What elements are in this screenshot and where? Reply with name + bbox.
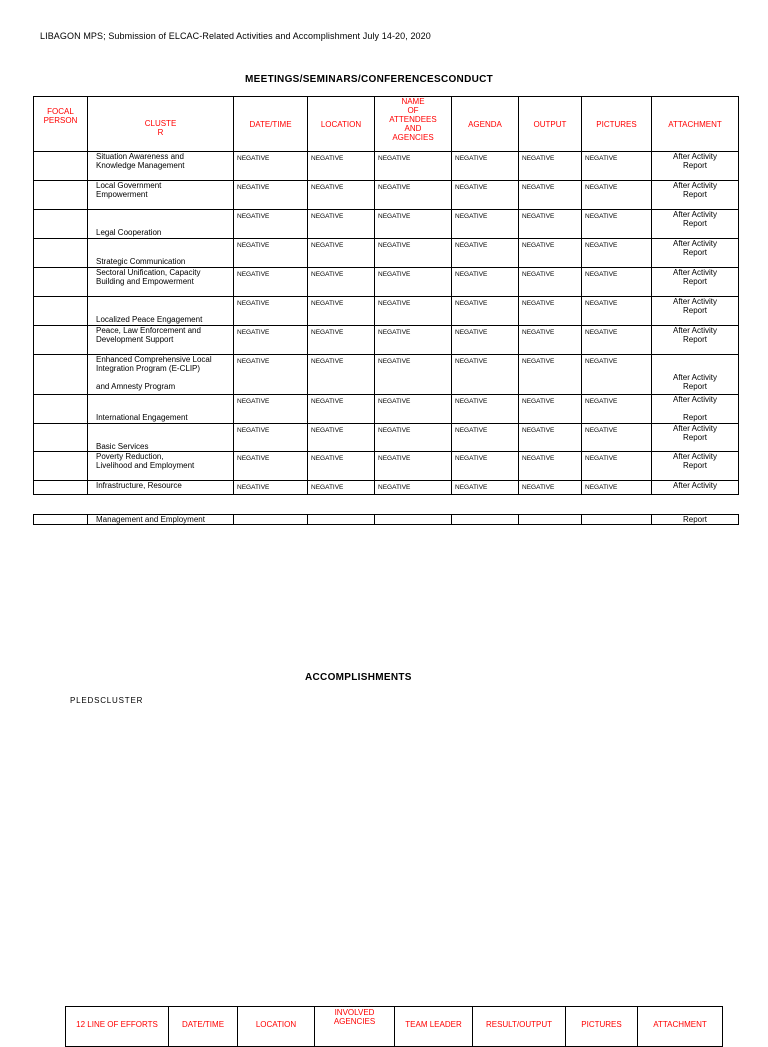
focal-person-cell — [34, 181, 88, 210]
status-cell: NEGATIVE — [375, 268, 452, 297]
status-cell: NEGATIVE — [308, 424, 375, 452]
status-cell: NEGATIVE — [234, 152, 308, 181]
status-cell: NEGATIVE — [519, 268, 582, 297]
status-cell: NEGATIVE — [582, 181, 652, 210]
cluster-cell: Infrastructure, Resource — [88, 481, 234, 495]
status-cell: NEGATIVE — [582, 452, 652, 481]
attachment-cell: After Activity Report — [652, 268, 739, 297]
accomplishments-table — [65, 1006, 723, 1047]
status-cell: NEGATIVE — [582, 326, 652, 355]
status-cell: NEGATIVE — [234, 181, 308, 210]
status-cell: NEGATIVE — [452, 452, 519, 481]
cluster-cell: Enhanced Comprehensive Local Integration Program (E-CLIP) and Amnesty Program — [88, 355, 234, 395]
status-cell: NEGATIVE — [375, 210, 452, 239]
table-row — [34, 239, 739, 268]
attachment-cell: After Activity — [652, 481, 739, 495]
status-cell: NEGATIVE — [452, 424, 519, 452]
status-cell: NEGATIVE — [582, 152, 652, 181]
attachment-cell: After Activity Report — [652, 297, 739, 326]
attachment-cell: After Activity Report — [652, 395, 739, 424]
cluster-cell: International Engagement — [88, 395, 234, 424]
attachment-cell: After Activity Report — [652, 355, 739, 395]
document-header: LIBAGON MPS; Submission of ELCAC-Related Activities and Accomplishment July 14-20, 2020 — [40, 31, 431, 41]
header-pictures: PICTURES — [582, 97, 652, 152]
cluster-cell: Legal Cooperation — [88, 210, 234, 239]
status-cell: NEGATIVE — [234, 481, 308, 495]
table-row — [34, 268, 739, 297]
status-cell: NEGATIVE — [582, 297, 652, 326]
status-cell: NEGATIVE — [234, 268, 308, 297]
status-cell: NEGATIVE — [452, 152, 519, 181]
status-cell: NEGATIVE — [308, 181, 375, 210]
table-row — [34, 210, 739, 239]
header-attendees: NAME OF ATTENDEES AND AGENCIES — [375, 97, 452, 152]
attachment-cell: After Activity Report — [652, 239, 739, 268]
status-cell: NEGATIVE — [519, 210, 582, 239]
attachment-cell: After Activity Report — [652, 181, 739, 210]
header-location: LOCATION — [308, 97, 375, 152]
status-cell: NEGATIVE — [308, 268, 375, 297]
status-cell: NEGATIVE — [234, 355, 308, 395]
status-cell: NEGATIVE — [519, 424, 582, 452]
accomplishments-header-cell: INVOLVED AGENCIES — [315, 1007, 395, 1047]
status-cell: NEGATIVE — [375, 355, 452, 395]
status-cell: NEGATIVE — [308, 395, 375, 424]
table-row — [34, 152, 739, 181]
focal-person-cell — [34, 297, 88, 326]
continuation-empty-cell — [234, 515, 308, 525]
status-cell: NEGATIVE — [375, 152, 452, 181]
status-cell: NEGATIVE — [452, 326, 519, 355]
status-cell: NEGATIVE — [452, 481, 519, 495]
accomplishments-title: ACCOMPLISHMENTS — [305, 672, 412, 683]
status-cell: NEGATIVE — [375, 181, 452, 210]
status-cell: NEGATIVE — [582, 268, 652, 297]
accomplishments-header-cell: RESULT/OUTPUT — [473, 1007, 566, 1047]
continuation-empty-cell — [308, 515, 375, 525]
accomplishments-header-cell: 12 LINE OF EFFORTS — [66, 1007, 169, 1047]
continuation-empty-cell — [582, 515, 652, 525]
status-cell: NEGATIVE — [234, 239, 308, 268]
attachment-cell: After Activity Report — [652, 152, 739, 181]
header-datetime: DATE/TIME — [234, 97, 308, 152]
status-cell: NEGATIVE — [519, 239, 582, 268]
attachment-cell: After Activity Report — [652, 210, 739, 239]
focal-person-cell — [34, 424, 88, 452]
meetings-title: MEETINGS/SEMINARS/CONFERENCESCONDUCT — [245, 74, 494, 85]
status-cell: NEGATIVE — [308, 452, 375, 481]
continuation-cluster: Management and Employment — [88, 515, 234, 525]
cluster-cell: Situation Awareness and Knowledge Management — [88, 152, 234, 181]
status-cell: NEGATIVE — [582, 424, 652, 452]
table-row — [34, 181, 739, 210]
status-cell: NEGATIVE — [452, 268, 519, 297]
status-cell: NEGATIVE — [234, 210, 308, 239]
focal-person-cell — [34, 326, 88, 355]
status-cell: NEGATIVE — [375, 239, 452, 268]
status-cell: NEGATIVE — [234, 395, 308, 424]
accomplishments-header-cell: LOCATION — [238, 1007, 315, 1047]
status-cell: NEGATIVE — [452, 395, 519, 424]
continuation-table — [33, 514, 739, 525]
status-cell: NEGATIVE — [582, 395, 652, 424]
status-cell: NEGATIVE — [375, 424, 452, 452]
table-row — [34, 297, 739, 326]
status-cell: NEGATIVE — [582, 210, 652, 239]
header-focal-person: FOCAL PERSON — [34, 97, 88, 152]
table-row — [34, 395, 739, 424]
status-cell: NEGATIVE — [234, 452, 308, 481]
status-cell: NEGATIVE — [519, 326, 582, 355]
attachment-cell: After Activity Report — [652, 452, 739, 481]
focal-person-cell — [34, 481, 88, 495]
continuation-focal-cell — [34, 515, 88, 525]
cluster-cell: Strategic Communication — [88, 239, 234, 268]
status-cell: NEGATIVE — [308, 297, 375, 326]
focal-person-cell — [34, 152, 88, 181]
status-cell: NEGATIVE — [519, 297, 582, 326]
status-cell: NEGATIVE — [234, 424, 308, 452]
status-cell: NEGATIVE — [452, 181, 519, 210]
focal-person-cell — [34, 452, 88, 481]
cluster-cell: Sectoral Unification, Capacity Building and Empowerment — [88, 268, 234, 297]
status-cell: NEGATIVE — [375, 395, 452, 424]
status-cell: NEGATIVE — [519, 452, 582, 481]
table-row — [34, 424, 739, 452]
status-cell: NEGATIVE — [234, 326, 308, 355]
table-row — [34, 355, 739, 395]
status-cell: NEGATIVE — [582, 355, 652, 395]
header-cluster: CLUSTE R — [88, 97, 234, 152]
focal-person-cell — [34, 355, 88, 395]
status-cell: NEGATIVE — [452, 210, 519, 239]
focal-person-cell — [34, 395, 88, 424]
focal-person-cell — [34, 210, 88, 239]
accomplishments-header-cell: TEAM LEADER — [395, 1007, 473, 1047]
accomplishments-header-cell: ATTACHMENT — [638, 1007, 723, 1047]
focal-person-cell — [34, 239, 88, 268]
status-cell: NEGATIVE — [234, 297, 308, 326]
focal-person-cell — [34, 268, 88, 297]
header-agenda: AGENDA — [452, 97, 519, 152]
cluster-cell: Localized Peace Engagement — [88, 297, 234, 326]
status-cell: NEGATIVE — [308, 355, 375, 395]
status-cell: NEGATIVE — [452, 297, 519, 326]
status-cell: NEGATIVE — [519, 152, 582, 181]
table-row — [34, 326, 739, 355]
cluster-cell: Peace, Law Enforcement and Development Support — [88, 326, 234, 355]
cluster-sub-label: PLEDSCLUSTER — [70, 696, 144, 705]
status-cell: NEGATIVE — [375, 452, 452, 481]
status-cell: NEGATIVE — [519, 355, 582, 395]
status-cell: NEGATIVE — [308, 152, 375, 181]
header-output: OUTPUT — [519, 97, 582, 152]
continuation-empty-cell — [519, 515, 582, 525]
cluster-cell: Basic Services — [88, 424, 234, 452]
status-cell: NEGATIVE — [375, 481, 452, 495]
cluster-cell: Poverty Reduction, Livelihood and Employment — [88, 452, 234, 481]
table-row — [34, 452, 739, 481]
table-row — [34, 481, 739, 495]
status-cell: NEGATIVE — [452, 355, 519, 395]
status-cell: NEGATIVE — [519, 481, 582, 495]
status-cell: NEGATIVE — [582, 481, 652, 495]
continuation-empty-cell — [375, 515, 452, 525]
status-cell: NEGATIVE — [452, 239, 519, 268]
status-cell: NEGATIVE — [375, 326, 452, 355]
status-cell: NEGATIVE — [519, 395, 582, 424]
status-cell: NEGATIVE — [308, 326, 375, 355]
continuation-attachment: Report — [652, 515, 739, 525]
accomplishments-header-cell: PICTURES — [566, 1007, 638, 1047]
status-cell: NEGATIVE — [308, 210, 375, 239]
attachment-cell: After Activity Report — [652, 424, 739, 452]
status-cell: NEGATIVE — [375, 297, 452, 326]
cluster-cell: Local Government Empowerment — [88, 181, 234, 210]
meetings-table — [33, 96, 739, 495]
status-cell: NEGATIVE — [308, 481, 375, 495]
status-cell: NEGATIVE — [308, 239, 375, 268]
status-cell: NEGATIVE — [519, 181, 582, 210]
attachment-cell: After Activity Report — [652, 326, 739, 355]
continuation-empty-cell — [452, 515, 519, 525]
header-attachment: ATTACHMENT — [652, 97, 739, 152]
status-cell: NEGATIVE — [582, 239, 652, 268]
accomplishments-header-cell: DATE/TIME — [169, 1007, 238, 1047]
